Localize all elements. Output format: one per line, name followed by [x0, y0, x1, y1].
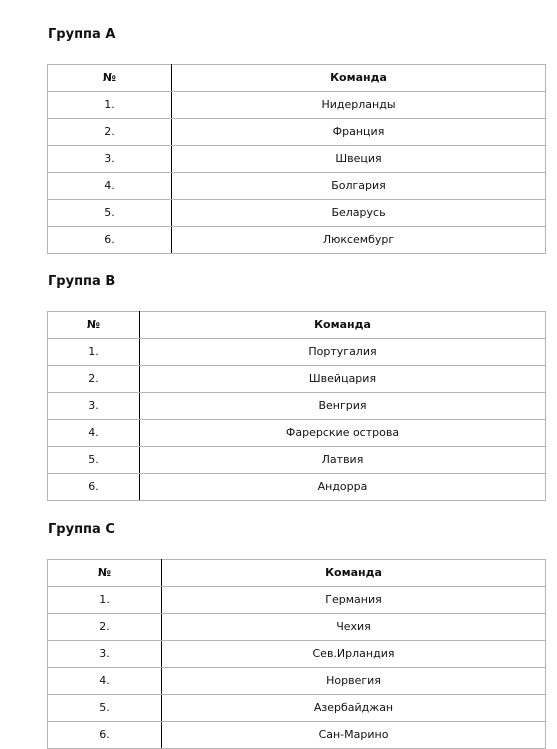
table-header-row — [48, 560, 546, 587]
table-row — [48, 119, 546, 146]
table-row — [48, 200, 546, 227]
table-row — [48, 366, 546, 393]
row-number: 6. — [48, 227, 172, 254]
team-name: Люксембург — [172, 227, 546, 254]
row-number: 4. — [48, 420, 140, 447]
team-name: Португалия — [140, 339, 546, 366]
table-header-row — [48, 312, 546, 339]
team-name: Латвия — [140, 447, 546, 474]
column-header-number: № — [48, 560, 162, 587]
row-number: 2. — [48, 366, 140, 393]
row-number: 3. — [48, 146, 172, 173]
table-row — [48, 92, 546, 119]
row-number: 2. — [48, 614, 162, 641]
group-b-table — [47, 311, 546, 501]
table-header-row — [48, 65, 546, 92]
table-row — [48, 339, 546, 366]
group-c-table — [47, 559, 546, 749]
row-number: 6. — [48, 474, 140, 501]
group-c-title: Группа С — [48, 522, 115, 537]
table-row — [48, 420, 546, 447]
table-row — [48, 227, 546, 254]
team-name: Венгрия — [140, 393, 546, 420]
column-header-team: Команда — [162, 560, 546, 587]
table-row — [48, 393, 546, 420]
team-name: Чехия — [162, 614, 546, 641]
row-number: 4. — [48, 668, 162, 695]
row-number: 2. — [48, 119, 172, 146]
row-number: 1. — [48, 339, 140, 366]
team-name: Швеция — [172, 146, 546, 173]
table-row — [48, 474, 546, 501]
column-header-number: № — [48, 65, 172, 92]
table-row — [48, 587, 546, 614]
column-header-team: Команда — [172, 65, 546, 92]
column-header-team: Команда — [140, 312, 546, 339]
team-name: Фарерские острова — [140, 420, 546, 447]
group-b-title: Группа В — [48, 274, 116, 289]
row-number: 5. — [48, 200, 172, 227]
team-name: Норвегия — [162, 668, 546, 695]
column-header-number: № — [48, 312, 140, 339]
team-name: Франция — [172, 119, 546, 146]
team-name: Сан-Марино — [162, 722, 546, 749]
group-a-title: Группа А — [48, 27, 116, 42]
row-number: 6. — [48, 722, 162, 749]
table-row — [48, 641, 546, 668]
team-name: Азербайджан — [162, 695, 546, 722]
team-name: Беларусь — [172, 200, 546, 227]
row-number: 1. — [48, 92, 172, 119]
row-number: 5. — [48, 447, 140, 474]
team-name: Швейцария — [140, 366, 546, 393]
row-number: 3. — [48, 393, 140, 420]
row-number: 1. — [48, 587, 162, 614]
table-row — [48, 695, 546, 722]
team-name: Болгария — [172, 173, 546, 200]
row-number: 3. — [48, 641, 162, 668]
table-row — [48, 146, 546, 173]
row-number: 5. — [48, 695, 162, 722]
table-row — [48, 668, 546, 695]
row-number: 4. — [48, 173, 172, 200]
group-a-table — [47, 64, 546, 254]
table-row — [48, 614, 546, 641]
table-row — [48, 173, 546, 200]
team-name: Андорра — [140, 474, 546, 501]
team-name: Сев.Ирландия — [162, 641, 546, 668]
table-row — [48, 447, 546, 474]
table-row — [48, 722, 546, 749]
team-name: Германия — [162, 587, 546, 614]
team-name: Нидерланды — [172, 92, 546, 119]
